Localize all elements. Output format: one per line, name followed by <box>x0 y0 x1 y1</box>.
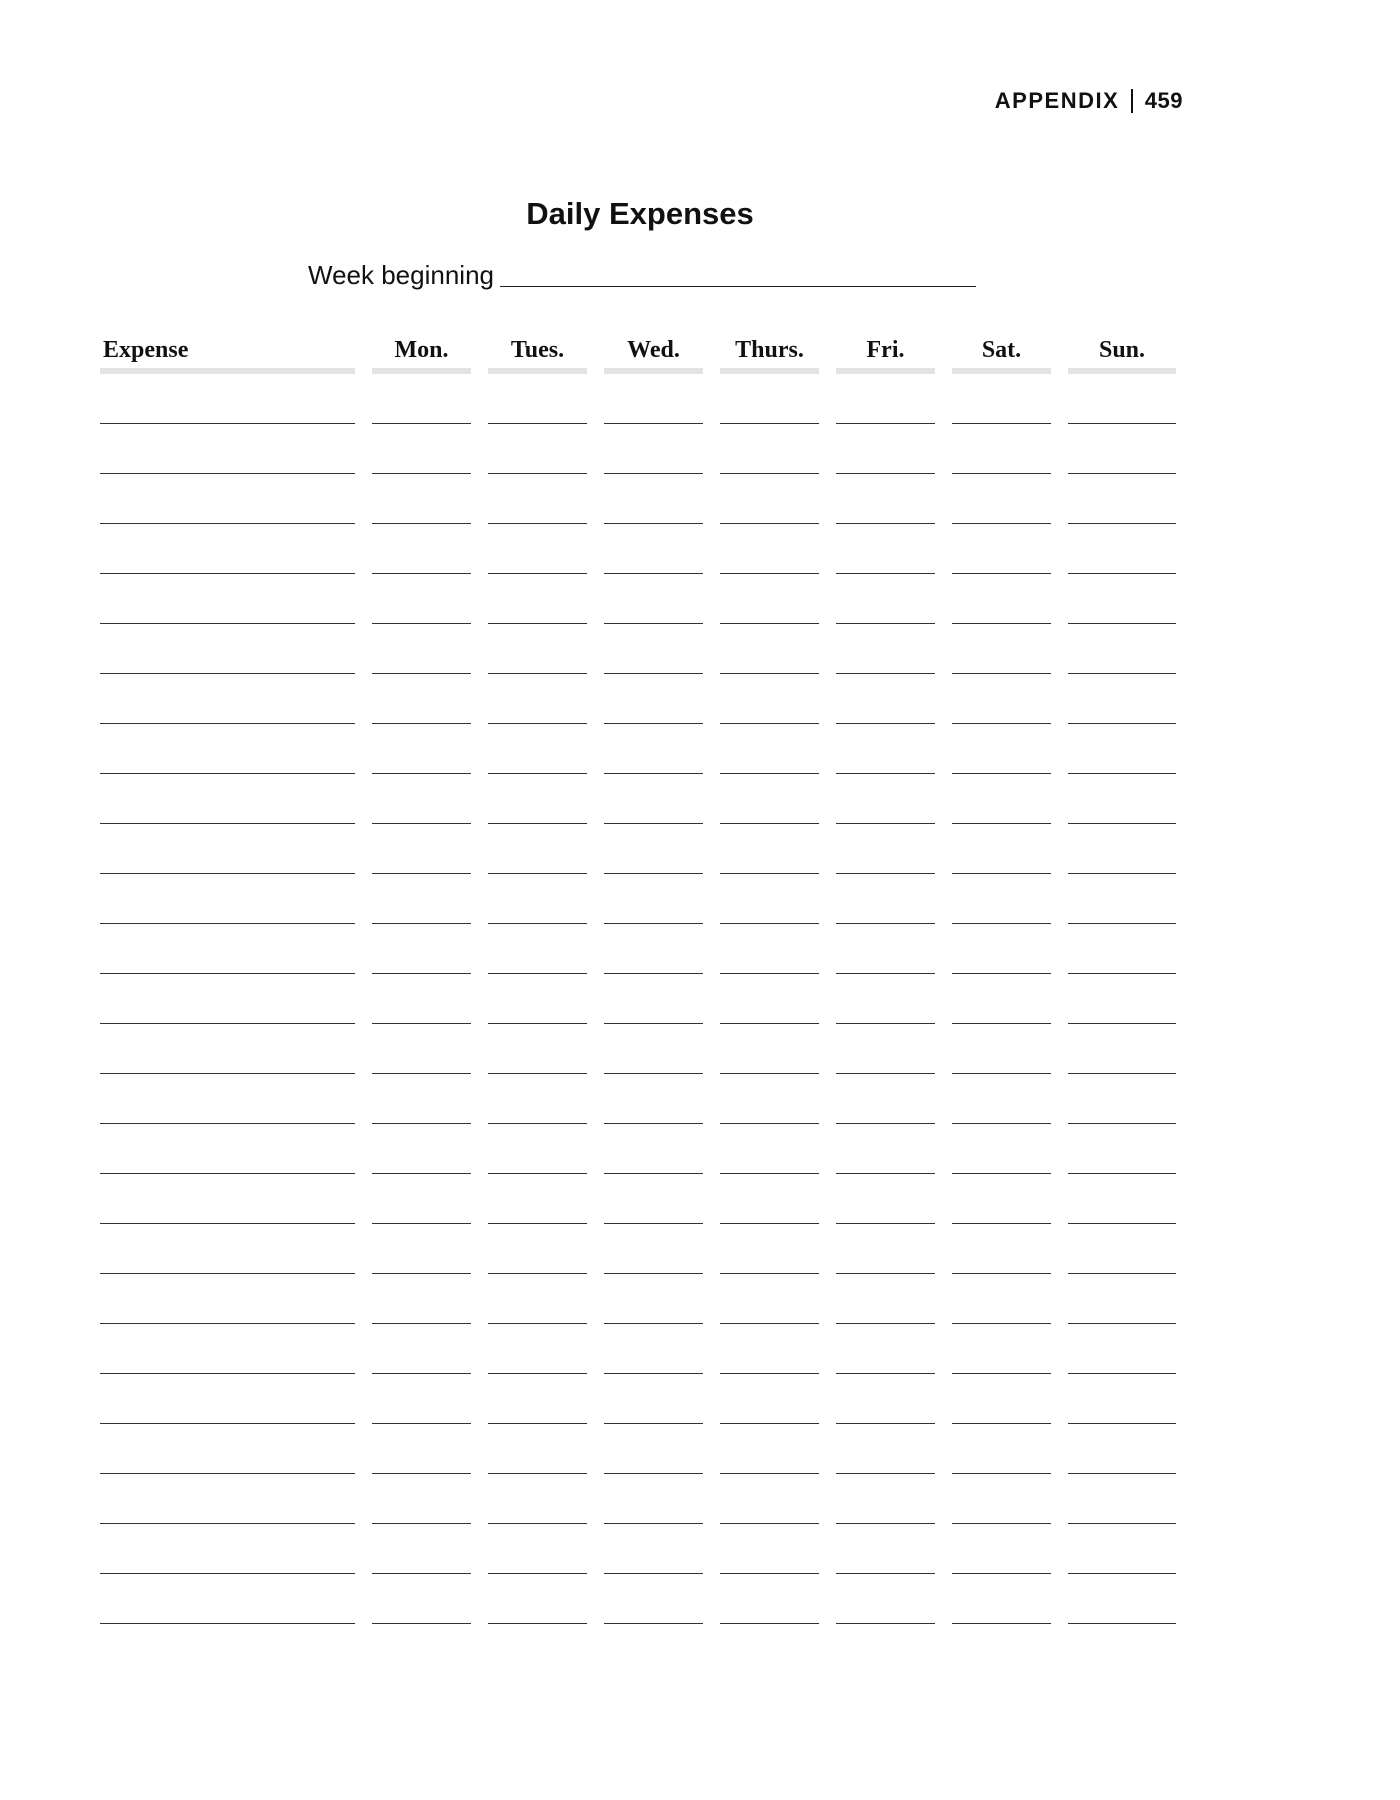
table-row <box>0 1224 1400 1274</box>
week-beginning-field[interactable] <box>500 286 976 287</box>
table-row <box>0 724 1400 774</box>
table-row <box>0 1124 1400 1174</box>
table-row <box>0 1474 1400 1524</box>
blank-entry-wed[interactable] <box>604 1623 703 1624</box>
week-beginning-label: Week beginning <box>308 260 494 290</box>
table-row <box>0 1324 1400 1374</box>
week-beginning-row <box>308 260 976 291</box>
column-header-mon: Mon. <box>372 334 471 374</box>
column-header-sun: Sun. <box>1068 334 1176 374</box>
blank-entry-sat[interactable] <box>952 1623 1051 1624</box>
column-header-sat: Sat. <box>952 334 1051 374</box>
table-row <box>0 474 1400 524</box>
blank-entry-fri[interactable] <box>836 1623 935 1624</box>
table-row <box>0 574 1400 624</box>
table-row <box>0 624 1400 674</box>
table-row <box>0 374 1400 424</box>
column-header-fri: Fri. <box>836 334 935 374</box>
table-row <box>0 924 1400 974</box>
column-header-thurs: Thurs. <box>720 334 819 374</box>
table-row <box>0 1374 1400 1424</box>
table-row <box>0 1274 1400 1324</box>
table-row <box>0 974 1400 1024</box>
page-number: 459 <box>1144 88 1183 113</box>
table-row <box>0 874 1400 924</box>
column-header-tues: Tues. <box>488 334 587 374</box>
expense-table-body <box>0 374 1400 1624</box>
running-head <box>995 88 1183 114</box>
table-row <box>0 1424 1400 1474</box>
column-header-wed: Wed. <box>604 334 703 374</box>
table-row <box>0 1174 1400 1224</box>
table-header-row <box>0 334 1400 374</box>
column-header-expense: Expense <box>100 334 355 374</box>
table-row <box>0 824 1400 874</box>
running-head-separator <box>1131 89 1133 113</box>
blank-entry-sun[interactable] <box>1068 1623 1176 1624</box>
table-row <box>0 1074 1400 1124</box>
blank-entry-tues[interactable] <box>488 1623 587 1624</box>
blank-entry-mon[interactable] <box>372 1623 471 1624</box>
table-row <box>0 424 1400 474</box>
table-row <box>0 774 1400 824</box>
page-title: Daily Expenses <box>526 196 754 231</box>
blank-entry-thurs[interactable] <box>720 1623 819 1624</box>
table-row <box>0 1024 1400 1074</box>
table-row <box>0 674 1400 724</box>
table-row <box>0 1524 1400 1574</box>
table-row <box>0 524 1400 574</box>
blank-entry-expense[interactable] <box>100 1623 355 1624</box>
table-row <box>0 1574 1400 1624</box>
running-head-section: APPENDIX <box>994 88 1120 113</box>
